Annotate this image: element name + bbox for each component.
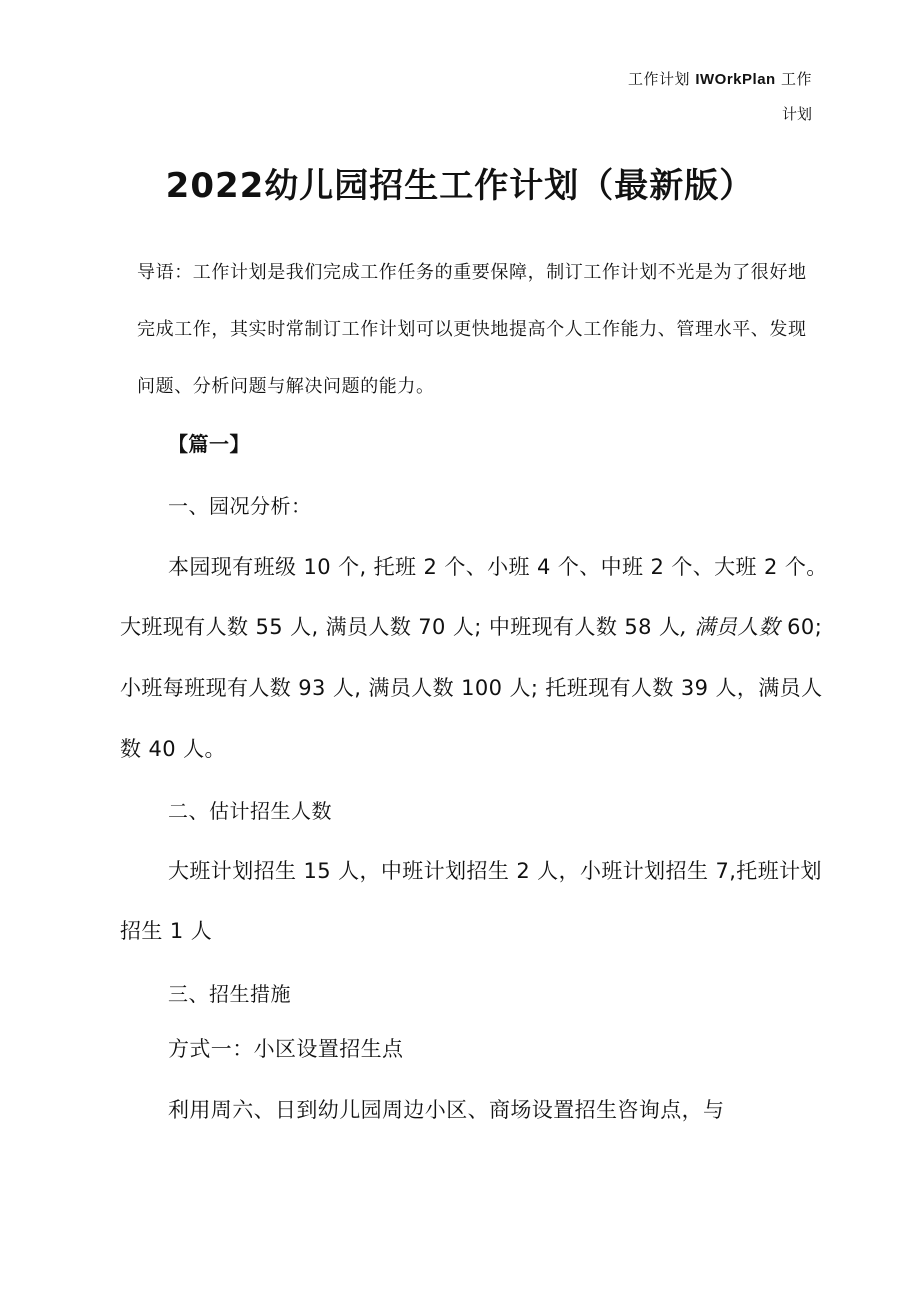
section-1-line-2-a: 大班现有人数 55 人, 满员人数 70 人; 中班现有人数 58 人 <box>120 615 681 639</box>
section-3-subheading: 方式一：小区设置招生点 <box>168 1037 404 1061</box>
section-1-line-3: 小班每班现有人数 93 人, 满员人数 100 人; 托班现有人数 39 人，满员人 <box>120 676 823 700</box>
running-head-line2: 计划 <box>781 105 812 123</box>
running-head-cn: 工作计划 <box>628 70 691 88</box>
intro-line-1: 导语：工作计划是我们完成工作任务的重要保障，制订工作计划不光是为了很好地 <box>137 262 807 283</box>
intro-paragraph <box>137 244 817 415</box>
intro-line-2: 完成工作，其实时常制订工作计划可以更快地提高个人工作能力、管理水平、发现 <box>137 319 807 340</box>
section-1-heading: 一、园况分析： <box>168 494 312 518</box>
section-1-line-4: 数 40 人。 <box>120 737 226 761</box>
section-1-line-2-italic: , 满员人数 <box>680 615 781 639</box>
section-2-line-1: 大班计划招生 15 人，中班计划招生 2 人，小班计划招生 7,托班计划 <box>168 859 822 883</box>
running-head-line1 <box>628 68 812 89</box>
section-3-heading: 三、招生措施 <box>168 982 291 1006</box>
running-head-tail: 工作 <box>780 70 812 88</box>
section-2-heading: 二、估计招生人数 <box>168 799 332 823</box>
intro-line-3: 问题、分析问题与解决问题的能力。 <box>137 376 435 397</box>
section-3-line-1: 利用周六、日到幼儿园周边小区、商场设置招生咨询点，与 <box>168 1098 725 1122</box>
section-2-line-2: 招生 1 人 <box>120 919 213 943</box>
section-1-line-1: 本园现有班级 10 个, 托班 2 个、小班 4 个、中班 2 个、大班 2 个。 <box>168 555 828 579</box>
section-1-line-2 <box>120 611 822 641</box>
document-title: 2022幼儿园招生工作计划（最新版） <box>165 166 755 206</box>
section-marker: 【篇一】 <box>168 432 250 456</box>
running-head-en: IWOrkPlan <box>695 71 776 88</box>
section-1-line-2-c: 60; <box>780 615 823 639</box>
